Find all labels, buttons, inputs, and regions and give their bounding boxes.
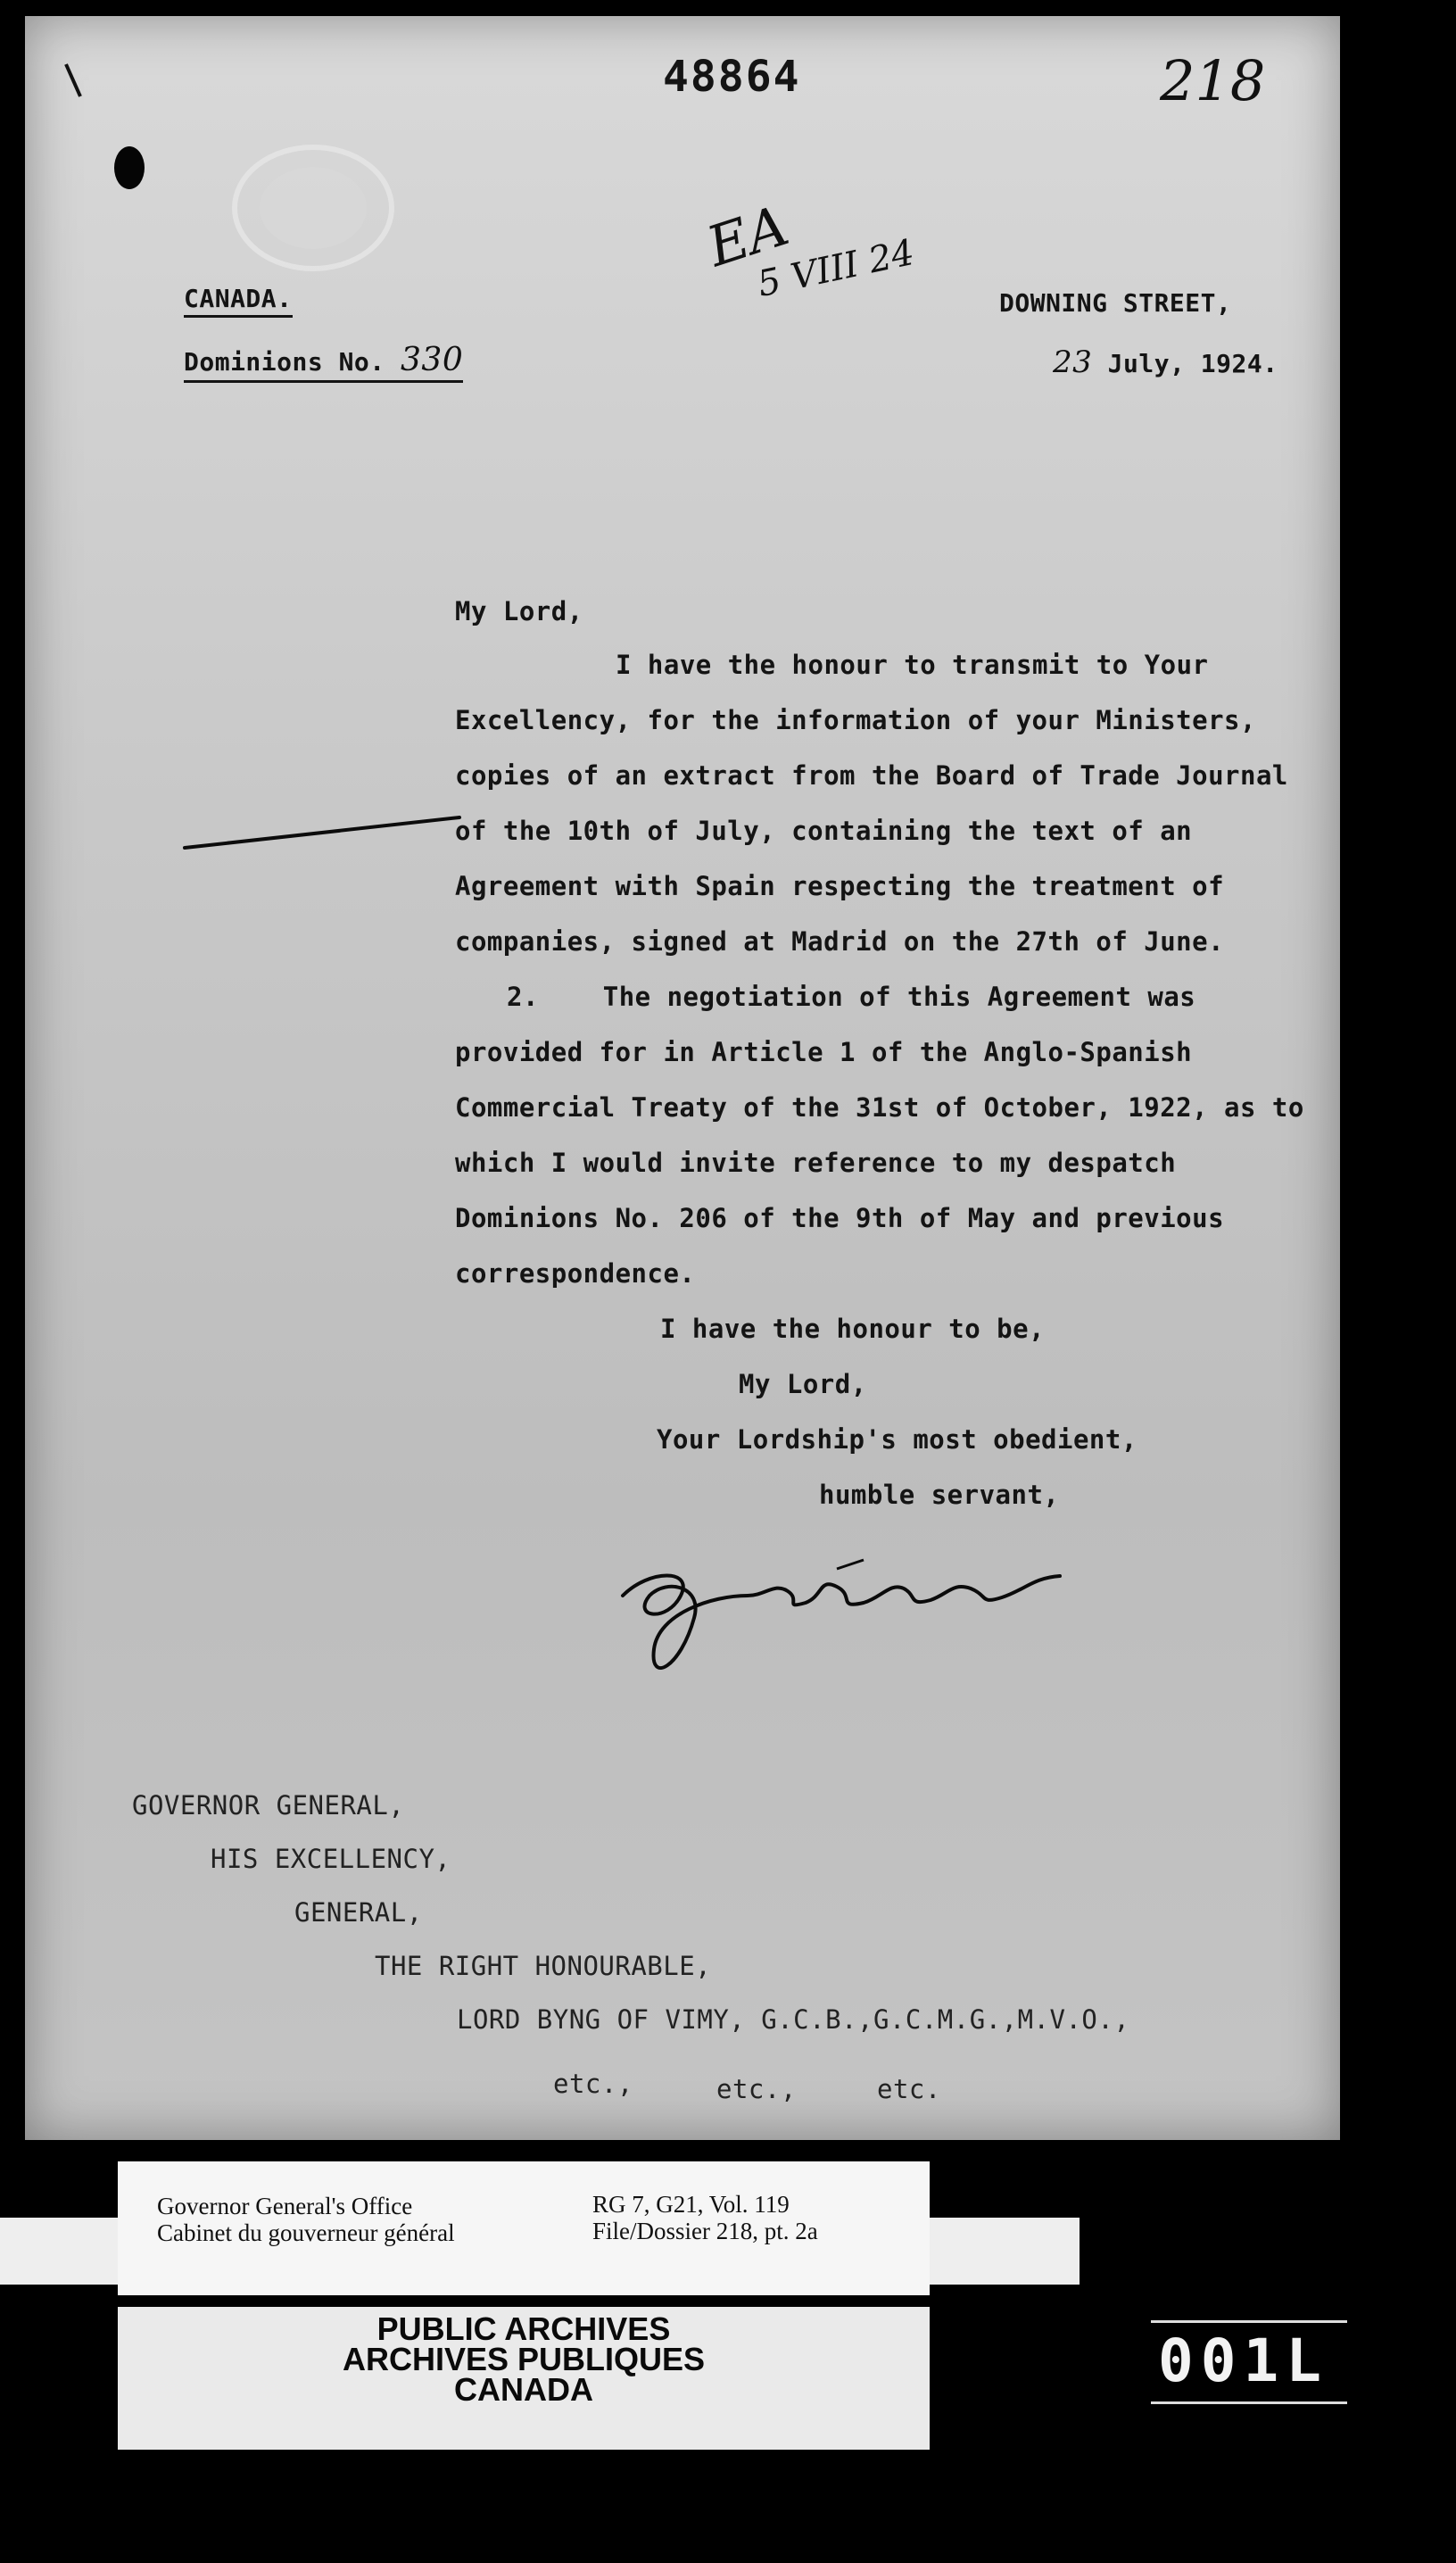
marginal-date: 5 VIII 24 [754,231,918,306]
body-line: I have the honour to transmit to Your [616,650,1209,680]
punch-hole-icon [110,143,149,193]
corner-mark-icon [61,59,87,104]
dispatch-number-heading [184,342,463,383]
frame-counter-value: 001L [1158,2327,1328,2395]
archives-line-country: CANADA [454,2371,593,2408]
salutation: My Lord, [455,596,583,626]
date-rest: July, 1924. [1107,349,1278,378]
body-line: copies of an extract from the Board of Trade Journal [455,760,1288,791]
file-reference: File/Dossier 218, pt. 2a [592,2218,818,2244]
body-line: companies, signed at Madrid on the 27th of June. [455,926,1225,957]
dispatch-prefix: Dominions No. [184,347,385,377]
etc-text: etc., [716,2074,797,2104]
embossed-seal-icon [228,141,398,275]
address-line: GENERAL, [294,1897,423,1928]
body-line: of the 10th of July, containing the text of an [455,816,1193,846]
address-line: HIS EXCELLENCY, [211,1844,451,1874]
closing-line: I have the honour to be, [660,1314,1046,1344]
etc-text: etc. [877,2074,941,2104]
body-line: correspondence. [455,1258,696,1289]
etc-text: etc., [553,2069,633,2099]
address-line: THE RIGHT HONOURABLE, [375,1951,712,1981]
closing-line: humble servant, [819,1480,1060,1510]
closing-line: Your Lordship's most obedient, [657,1424,1138,1455]
document-number: 48864 [663,52,801,102]
archives-stamp [118,2307,930,2450]
archives-line-french: ARCHIVES PUBLIQUES [342,2341,706,2377]
signature-icon [596,1533,1096,1694]
frame-counter [1151,2320,1347,2404]
dispatch-number: 330 [401,342,464,378]
body-line: 2. The negotiation of this Agreement was [507,982,1196,1012]
body-line: Commercial Treaty of the 31st of October, 1922, as to [455,1092,1304,1123]
label-strip-left [0,2218,120,2285]
body-line: Excellency, for the information of your Ministers, [455,705,1256,735]
office-french: Cabinet du gouverneur général [157,2219,455,2246]
margin-pen-stroke-icon [181,810,467,855]
office-english: Governor General's Office [157,2193,413,2219]
label-strip-right [928,2218,1080,2285]
country-heading: CANADA. [184,284,293,318]
date-heading [1053,344,1278,380]
date-day: 23 [1053,344,1093,380]
record-group-reference: RG 7, G21, Vol. 119 [592,2191,790,2218]
marginal-initials: EA [699,192,797,280]
letter-page [25,16,1340,2140]
archive-reference-label [118,2161,930,2295]
body-line: Agreement with Spain respecting the treatment of [455,871,1225,901]
body-line: provided for in Article 1 of the Anglo-Spanish [455,1037,1193,1067]
body-line: which I would invite reference to my despatch [455,1148,1177,1178]
address-line: GOVERNOR GENERAL, [132,1790,405,1821]
body-line: Dominions No. 206 of the 9th of May and previous [455,1203,1225,1233]
archives-line-english: PUBLIC ARCHIVES [376,2310,671,2347]
closing-line: My Lord, [739,1369,867,1399]
place-heading: DOWNING STREET, [999,288,1232,318]
address-line: LORD BYNG OF VIMY, G.C.B.,G.C.M.G.,M.V.O., [457,2004,1130,2035]
file-mark: 218 [1160,48,1266,113]
